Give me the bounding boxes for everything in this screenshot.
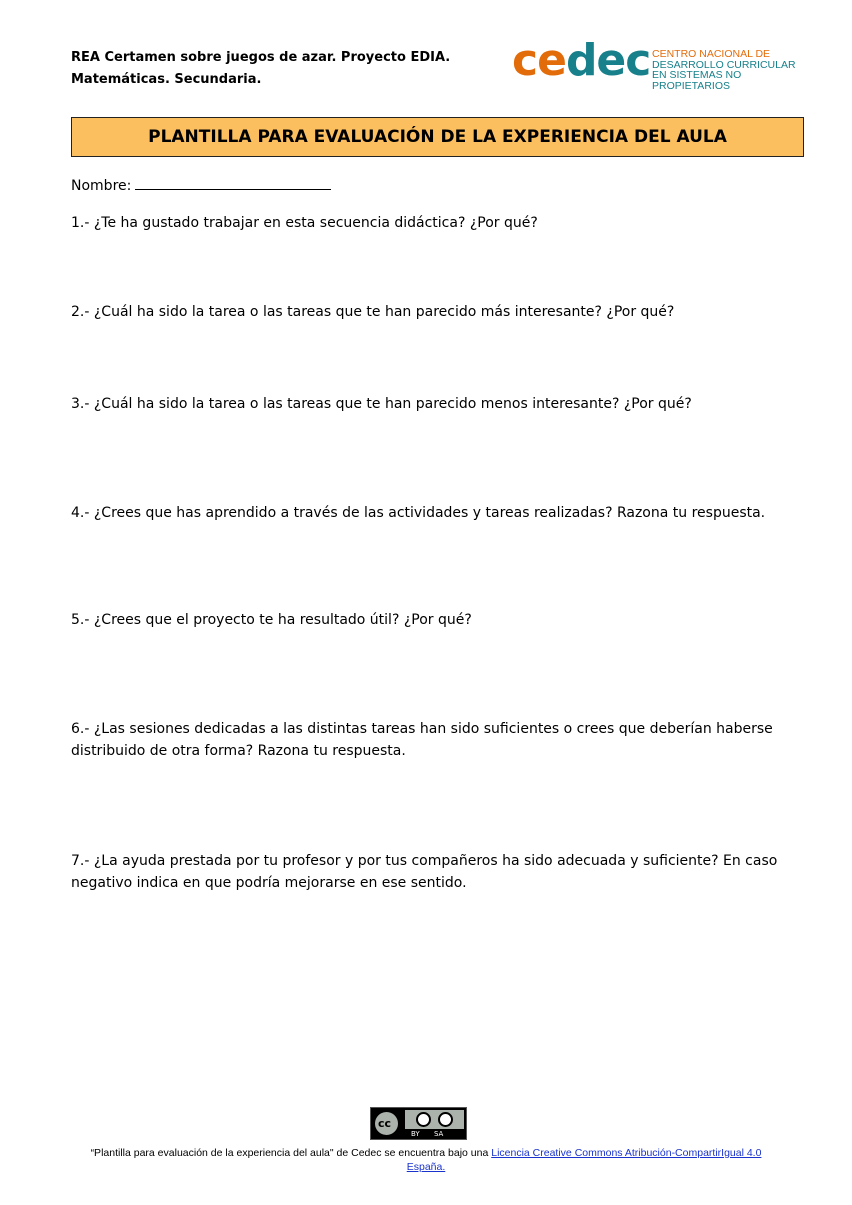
- question-6: 6.- ¿Las sesiones dedicadas a las distintas tareas han sido suficientes o crees que deberían haberse distribuido de otra forma? Razona tu respuesta.: [71, 721, 773, 759]
- question-3: 3.- ¿Cuál ha sido la tarea o las tareas que te han parecido menos interesante? ¿Por qué?: [71, 396, 692, 412]
- logo-subtitle: CENTRO NACIONAL DE DESARROLLO CURRICULAR EN SISTEMAS NO PROPIETARIOS: [652, 48, 796, 92]
- cc-license-badge[interactable]: [370, 1107, 467, 1140]
- license-link-country[interactable]: España.: [406, 1161, 446, 1173]
- cc-labels: BY SA: [411, 1130, 444, 1138]
- name-label: Nombre:: [71, 178, 132, 194]
- cc-icon: cc: [373, 1110, 400, 1137]
- question-5: 5.- ¿Crees que el proyecto te ha resultado útil? ¿Por qué?: [71, 612, 472, 628]
- name-field: [71, 175, 331, 197]
- header-line-2: Matemáticas. Secundaria.: [71, 72, 262, 87]
- question-2: 2.- ¿Cuál ha sido la tarea o las tareas que te han parecido más interesante? ¿Por qué?: [71, 304, 675, 320]
- question-1: 1.- ¿Te ha gustado trabajar en esta secuencia didáctica? ¿Por qué?: [71, 215, 538, 231]
- cedec-logo: [512, 35, 812, 92]
- name-blank-line: [135, 175, 331, 190]
- share-alike-icon: [438, 1112, 453, 1127]
- logo-wordmark: cedec: [512, 35, 651, 86]
- page-title: PLANTILLA PARA EVALUACIÓN DE LA EXPERIENCIA DEL AULA: [71, 117, 804, 157]
- question-4: 4.- ¿Crees que has aprendido a través de las actividades y tareas realizadas? Razona tu respuesta.: [71, 505, 766, 521]
- attribution-icon: [416, 1112, 431, 1127]
- question-7: 7.- ¿La ayuda prestada por tu profesor y por tus compañeros ha sido adecuada y suficiente? En caso negativo indica en que podría mejorarse en ese sentido.: [71, 853, 778, 891]
- footer-text: “Plantilla para evaluación de la experiencia del aula" de Cedec se encuentra bajo una: [90, 1147, 492, 1159]
- license-link[interactable]: Licencia Creative Commons Atribución-CompartirIgual 4.0: [491, 1147, 762, 1159]
- license-footer: [40, 1146, 812, 1174]
- header-line-1: REA Certamen sobre juegos de azar. Proyecto EDIA.: [71, 50, 451, 65]
- document-header: [71, 47, 450, 91]
